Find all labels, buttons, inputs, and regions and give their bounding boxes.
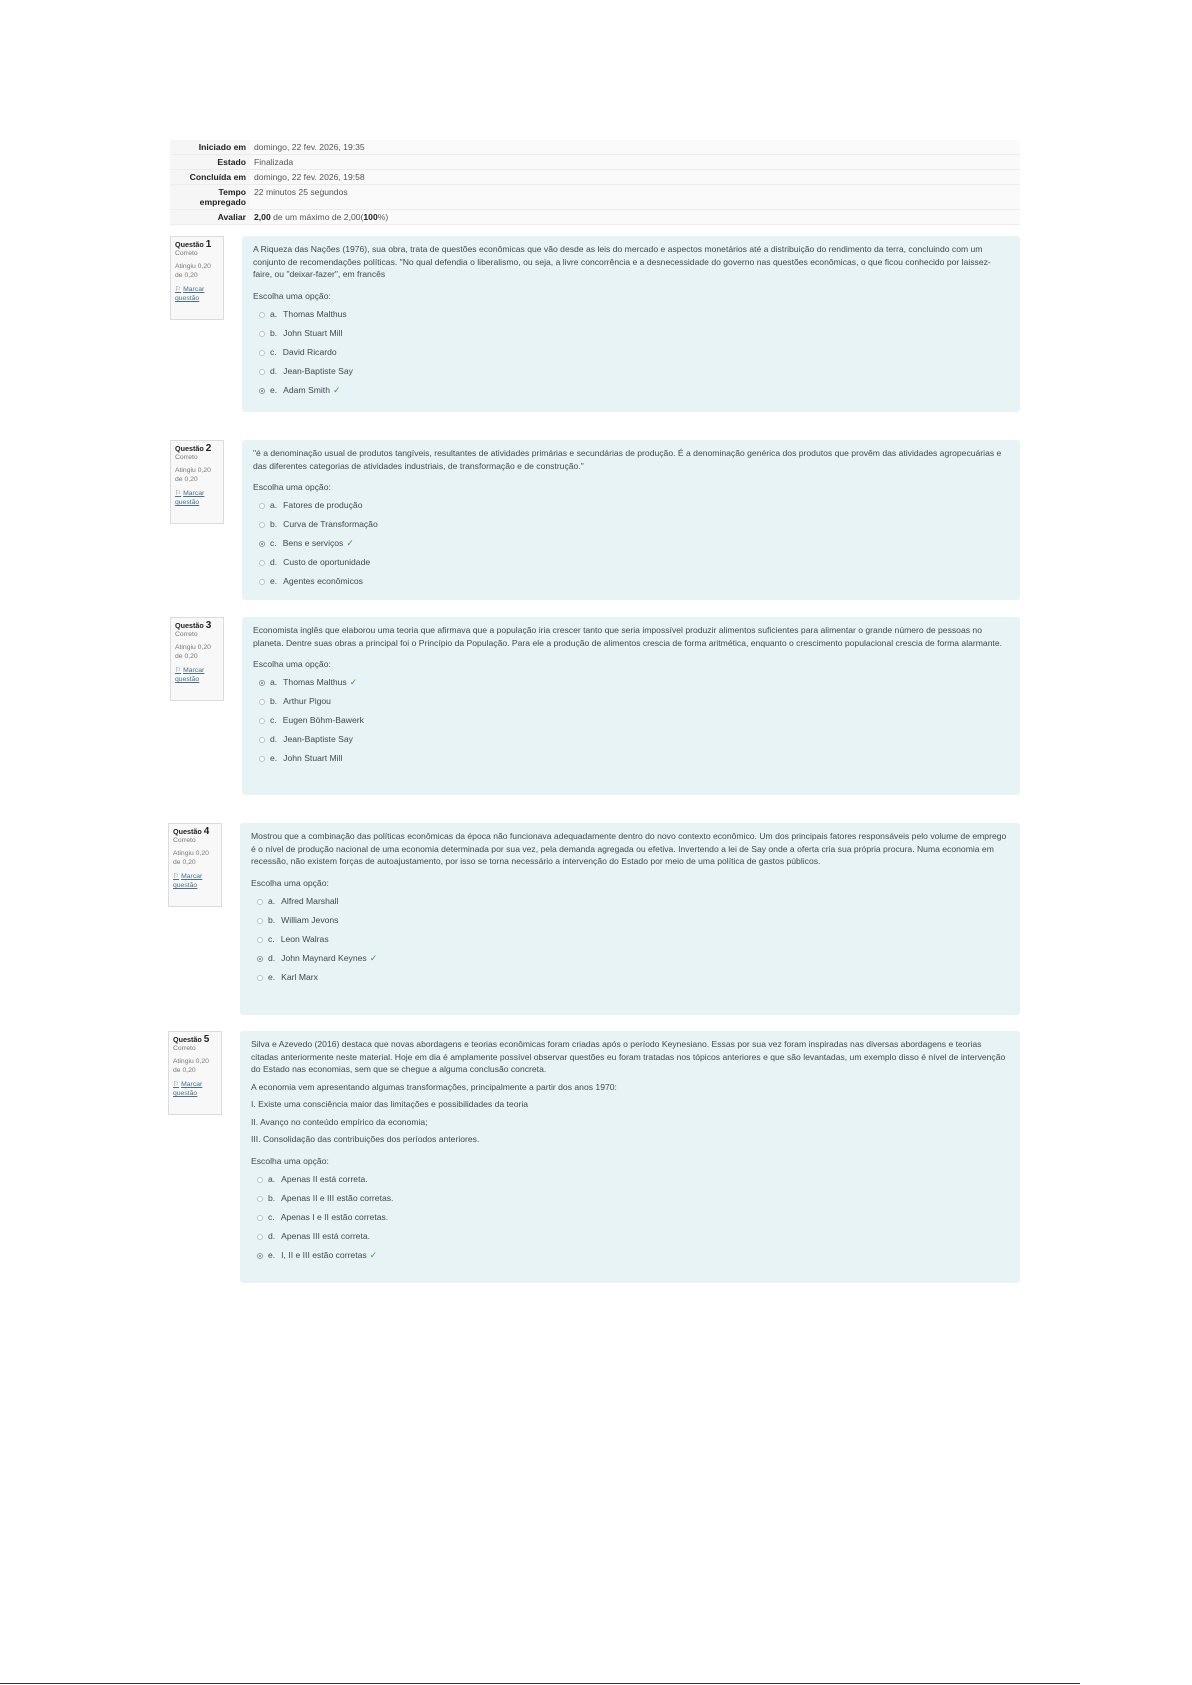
radio-icon[interactable] xyxy=(259,522,265,528)
answer-option[interactable] xyxy=(251,968,1009,987)
answer-option[interactable] xyxy=(251,1227,1009,1246)
answer-option[interactable] xyxy=(253,692,1009,711)
radio-icon[interactable] xyxy=(259,560,265,566)
answer-text: Custo de oportunidade xyxy=(283,557,371,567)
summary-value: domingo, 22 fev. 2026, 19:35 xyxy=(250,140,1020,155)
question-text-block xyxy=(253,624,1009,649)
summary-value: 22 minutos 25 segundos xyxy=(250,185,1020,210)
question-text-block xyxy=(253,447,1009,472)
flag-question-link[interactable] xyxy=(175,666,219,684)
answer-list xyxy=(251,892,1009,987)
flag-icon: ⚐ xyxy=(173,1081,180,1088)
answer-option[interactable] xyxy=(253,381,1009,400)
question-content xyxy=(242,236,1020,412)
flag-question-link[interactable] xyxy=(173,872,217,890)
check-icon: ✓ xyxy=(346,538,354,548)
answer-text: Fatores de produção xyxy=(283,500,363,510)
radio-icon[interactable] xyxy=(259,756,265,762)
answer-option[interactable] xyxy=(253,711,1009,730)
answer-list xyxy=(253,496,1009,591)
attempt-summary xyxy=(170,140,1020,225)
question-content xyxy=(240,1031,1020,1283)
answer-text: Arthur Pigou xyxy=(283,696,331,706)
answer-text: Curva de Transformação xyxy=(283,519,378,529)
question-label: Questão xyxy=(173,827,202,836)
summary-label: Iniciado em xyxy=(170,140,250,155)
question-number-value: 4 xyxy=(203,826,210,837)
check-icon: ✓ xyxy=(349,677,358,687)
answer-option[interactable] xyxy=(253,343,1009,362)
answer-option[interactable] xyxy=(251,911,1009,930)
summary-label: Tempo empregado xyxy=(170,185,250,210)
answer-option[interactable] xyxy=(253,515,1009,534)
question-text: Mostrou que a combinação das políticas econômicas da época não funcionava adequadamente dentro do novo contexto econômico. Um dos principais fatores responsáveis pelo volume de emprego é o nível de produção nacional de uma economia determinada por sua vez, pela demanda agregada ou efetiva. Invertendo a lei de Say onde a oferta cria sua própria procura. Numa economia em recessão, não existem forças de autoajustamento, por isso se torna necessário a intervenção do Estado por meio de uma política de gastos públicos. xyxy=(251,831,1007,866)
question-status: Correto xyxy=(173,837,196,844)
summary-row xyxy=(170,155,1020,170)
radio-icon[interactable] xyxy=(257,918,263,924)
flag-label: Marcar questão xyxy=(175,286,205,302)
question-status: Correto xyxy=(175,631,198,638)
answer-prompt: Escolha uma opção: xyxy=(251,1155,329,1166)
answer-letter: c. xyxy=(270,715,277,725)
radio-icon[interactable] xyxy=(259,718,265,724)
answer-text: John Stuart Mill xyxy=(283,327,343,338)
answer-letter: d. xyxy=(268,1230,276,1241)
answer-letter: e. xyxy=(268,1249,276,1260)
radio-icon[interactable] xyxy=(257,1196,263,1202)
answer-letter: c. xyxy=(270,538,277,548)
question-number xyxy=(173,827,217,836)
answer-letter: a. xyxy=(268,895,276,906)
radio-icon[interactable] xyxy=(257,1215,263,1221)
question-status: Correto xyxy=(175,454,198,461)
radio-icon[interactable] xyxy=(259,503,265,509)
answer-option[interactable] xyxy=(253,749,1009,768)
answer-text: Alfred Marshall xyxy=(281,895,339,906)
summary-label: Estado xyxy=(170,155,250,170)
answer-prompt: Escolha uma opção: xyxy=(253,659,331,669)
answer-list xyxy=(251,1170,1009,1265)
question-info xyxy=(170,617,224,701)
question-text: I. Existe uma consciência maior das limitações e possibilidades da teoria xyxy=(251,1099,529,1109)
answer-text: John Stuart Mill xyxy=(283,753,343,763)
question-number-value: 3 xyxy=(205,620,212,631)
question-grade: Atingiu 0,20 de 0,20 xyxy=(175,644,211,660)
answer-letter: e. xyxy=(270,576,278,586)
flag-question-link[interactable] xyxy=(175,285,219,303)
answer-letter: e. xyxy=(270,384,278,395)
question-text-block xyxy=(253,243,1009,281)
question-text: II. Avanço no conteúdo empírico da economia; xyxy=(251,1116,428,1127)
question-grade: Atingiu 0,20 de 0,20 xyxy=(173,850,209,866)
answer-letter: d. xyxy=(270,365,278,376)
question-info xyxy=(168,1031,222,1115)
radio-icon[interactable] xyxy=(259,312,265,318)
question-text: A economia vem apresentando algumas transformações, principalmente a partir dos anos 1970: xyxy=(251,1081,617,1092)
summary-row xyxy=(170,210,1020,225)
summary-row xyxy=(170,185,1020,210)
radio-icon[interactable] xyxy=(259,350,265,356)
question-content xyxy=(242,617,1020,795)
summary-row xyxy=(170,140,1020,155)
answer-list xyxy=(253,305,1009,400)
answer-text: Thomas Malthus xyxy=(283,308,347,319)
answer-text: Eugen Böhm-Bawerk xyxy=(282,715,364,725)
flag-icon: ⚐ xyxy=(175,667,182,674)
question-label: Questão xyxy=(175,444,204,453)
answer-letter: e. xyxy=(268,971,276,982)
question-info xyxy=(170,440,224,524)
question-info xyxy=(168,823,222,907)
answer-letter: e. xyxy=(270,753,278,763)
question-content xyxy=(240,823,1020,1015)
answer-letter: d. xyxy=(268,952,276,963)
question-label: Questão xyxy=(173,1035,202,1044)
answer-text: David Ricardo xyxy=(282,346,337,357)
answer-option[interactable] xyxy=(253,534,1009,553)
answer-text: Jean-Baptiste Say xyxy=(283,365,353,376)
question-number xyxy=(175,444,219,453)
flag-icon: ⚐ xyxy=(173,873,180,880)
answer-letter: c. xyxy=(268,1211,275,1222)
check-icon: ✓ xyxy=(369,1249,378,1260)
answer-option[interactable] xyxy=(253,730,1009,749)
answer-text: Agentes econômicos xyxy=(283,576,363,586)
answer-text: Thomas Malthus xyxy=(283,677,347,687)
flag-icon: ⚐ xyxy=(175,286,182,293)
answer-option[interactable] xyxy=(251,949,1009,968)
question-text: III. Consolidação das contribuições dos períodos anteriores. xyxy=(251,1134,480,1144)
question-text: Silva e Azevedo (2016) destaca que novas abordagens e teorias econômicas foram criadas após o período Keynesiano. Essas por sua vez foram inspiradas nas diversas abordagens e teorias citadas anteriormente neste material. Hoje em dia é amplamente possível observar questões eu foram tratadas nos tópicos anteriores e que são levantadas, um exemplo disso é nível de intervenção do Estado nas economias, sem que se chegue a alguma conclusão concreta. xyxy=(251,1039,1006,1074)
flag-icon: ⚐ xyxy=(175,490,182,497)
answer-letter: a. xyxy=(270,677,278,687)
answer-letter: c. xyxy=(270,346,277,357)
flag-label: Marcar questão xyxy=(175,667,205,683)
summary-row xyxy=(170,170,1020,185)
flag-question-link[interactable] xyxy=(175,489,219,507)
grade-text: de um máximo de 2,00( xyxy=(270,212,364,222)
summary-value: domingo, 22 fev. 2026, 19:58 xyxy=(250,170,1020,185)
question-status: Correto xyxy=(173,1045,196,1052)
radio-icon[interactable] xyxy=(259,331,265,337)
radio-icon[interactable] xyxy=(259,579,265,585)
flag-question-link[interactable] xyxy=(173,1080,217,1098)
answer-text: Apenas III está correta. xyxy=(281,1230,371,1241)
answer-list xyxy=(253,673,1009,768)
radio-icon[interactable] xyxy=(257,975,263,981)
radio-icon[interactable] xyxy=(257,937,263,943)
radio-icon[interactable] xyxy=(259,699,265,705)
answer-prompt: Escolha uma opção: xyxy=(253,482,331,492)
radio-icon[interactable] xyxy=(259,541,265,547)
question-text-block xyxy=(251,1038,1009,1146)
question-text: "é a denominação usual de produtos tangíveis, resultantes de atividades primárias e secundárias de produção. É a denominação genérica dos produtos que provêm das atividades agropecuárias e das diferentes categorias de atividades industriais, de transformação e de construção." xyxy=(253,448,1002,471)
grade-score: 2,00 xyxy=(254,212,271,222)
question-info xyxy=(170,236,224,320)
grade-percent: 100 xyxy=(363,212,378,222)
question-text: A Riqueza das Nações (1976), sua obra, trata de questões econômicas que vão desde as leis do mercado e aspectos monetários até a distribuição do rendimento da terra, concluindo com um conjunto de recomendações políticas. "No qual defendia o liberalismo, ou seja, a livre concorrência e a desnecessidade do governo nas questões econômicas, o que ficou conhecido por laissez-faire, ou "deixar-fazer", em francês xyxy=(253,244,991,279)
question-number-value: 1 xyxy=(205,239,212,250)
answer-option[interactable] xyxy=(251,1246,1009,1265)
answer-option[interactable] xyxy=(253,305,1009,324)
answer-text: Bens e serviços xyxy=(282,538,344,548)
summary-value: Finalizada xyxy=(250,155,1020,170)
radio-icon[interactable] xyxy=(259,388,265,394)
question-grade: Atingiu 0,20 de 0,20 xyxy=(175,263,211,279)
page-divider xyxy=(0,1683,1080,1684)
radio-icon[interactable] xyxy=(257,956,263,962)
question-text-block xyxy=(251,830,1009,868)
question-label: Questão xyxy=(175,621,204,630)
answer-text: Apenas II está correta. xyxy=(281,1173,368,1184)
answer-letter: d. xyxy=(270,734,278,744)
question-status: Correto xyxy=(175,250,198,257)
radio-icon[interactable] xyxy=(257,899,263,905)
summary-label: Concluída em xyxy=(170,170,250,185)
answer-text: Jean-Baptiste Say xyxy=(283,734,353,744)
radio-icon[interactable] xyxy=(259,680,265,686)
answer-text: I, II e III estão corretas xyxy=(281,1249,367,1260)
answer-option[interactable] xyxy=(253,572,1009,591)
flag-label: Marcar questão xyxy=(175,490,205,506)
answer-text: Adam Smith xyxy=(283,384,330,395)
flag-label: Marcar questão xyxy=(173,1081,203,1097)
answer-letter: b. xyxy=(268,1192,276,1203)
answer-option[interactable] xyxy=(253,673,1009,692)
question-grade: Atingiu 0,20 de 0,20 xyxy=(175,467,211,483)
question-number xyxy=(175,240,219,249)
answer-letter: a. xyxy=(268,1173,276,1184)
answer-text: Apenas I e II estão corretas. xyxy=(280,1211,389,1222)
question-label: Questão xyxy=(175,240,204,249)
answer-letter: b. xyxy=(268,914,276,925)
answer-option[interactable] xyxy=(251,1208,1009,1227)
answer-text: William Jevons xyxy=(281,914,339,925)
radio-icon[interactable] xyxy=(259,737,265,743)
radio-icon[interactable] xyxy=(257,1234,263,1240)
check-icon: ✓ xyxy=(332,384,341,395)
answer-option[interactable] xyxy=(253,496,1009,515)
answer-option[interactable] xyxy=(251,930,1009,949)
question-grade: Atingiu 0,20 de 0,20 xyxy=(173,1058,209,1074)
answer-option[interactable] xyxy=(251,1189,1009,1208)
answer-letter: b. xyxy=(270,696,278,706)
answer-letter: a. xyxy=(270,308,278,319)
question-content xyxy=(242,440,1020,600)
answer-prompt: Escolha uma opção: xyxy=(251,877,329,888)
answer-text: Apenas II e III estão corretas. xyxy=(281,1192,394,1203)
answer-text: Leon Walras xyxy=(280,933,329,944)
radio-icon[interactable] xyxy=(257,1177,263,1183)
flag-label: Marcar questão xyxy=(173,873,203,889)
answer-letter: b. xyxy=(270,327,278,338)
question-number-value: 5 xyxy=(203,1034,210,1045)
question-number xyxy=(173,1035,217,1044)
answer-option[interactable] xyxy=(253,362,1009,381)
answer-option[interactable] xyxy=(253,553,1009,572)
answer-text: Karl Marx xyxy=(281,971,318,982)
answer-option[interactable] xyxy=(251,1170,1009,1189)
radio-icon[interactable] xyxy=(259,369,265,375)
answer-option[interactable] xyxy=(251,892,1009,911)
check-icon: ✓ xyxy=(369,952,378,963)
answer-option[interactable] xyxy=(253,324,1009,343)
answer-letter: d. xyxy=(270,557,278,567)
summary-label: Avaliar xyxy=(170,210,250,225)
radio-icon[interactable] xyxy=(257,1253,263,1259)
question-number-value: 2 xyxy=(205,443,212,454)
answer-letter: b. xyxy=(270,519,278,529)
question-number xyxy=(175,621,219,630)
summary-grade xyxy=(250,210,1020,225)
grade-text-end: %) xyxy=(377,212,389,222)
answer-letter: a. xyxy=(270,500,278,510)
answer-prompt: Escolha uma opção: xyxy=(253,290,331,301)
question-text: Economista inglês que elaborou uma teoria que afirmava que a população iria crescer tanto que seria impossível produzir alimentos suficientes para alimentar o grande número de pessoas no planeta. Dentre suas obras a principal foi o Princípio da População. Para ele a produção de alimentos crescia de forma aritmética, enquanto o crescimento populacional crescia de forma alarmante. xyxy=(253,625,1003,648)
answer-letter: c. xyxy=(268,933,275,944)
answer-text: John Maynard Keynes xyxy=(281,952,367,963)
